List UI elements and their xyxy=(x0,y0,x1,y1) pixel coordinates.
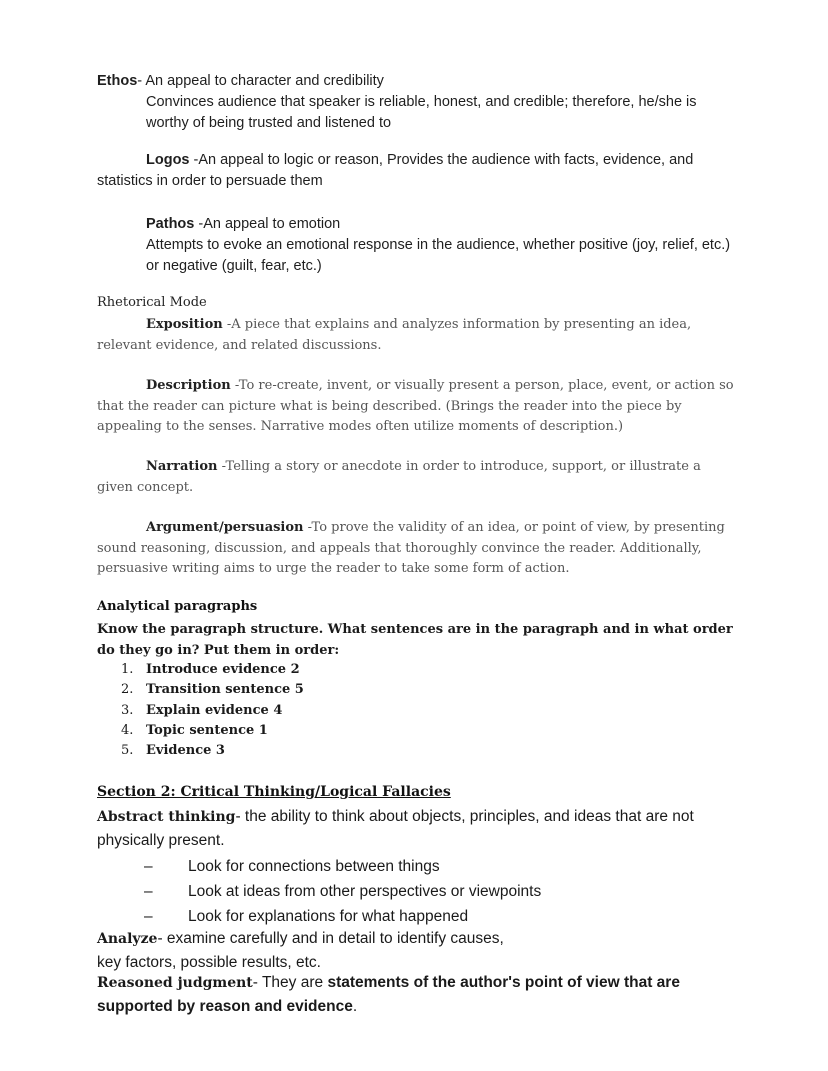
list-item xyxy=(97,904,737,929)
mode-exposition xyxy=(97,315,737,356)
mode-def: -A piece that explains and analyzes information by presenting an idea, relevant evidence, and related discussions. xyxy=(97,317,692,353)
reasoned-def-bold: statements of the author's point of view that are supported by reason and evidence xyxy=(97,974,680,1015)
abstract-def: - the ability to think about objects, principles, and ideas that are not physically present. xyxy=(97,808,694,849)
mode-term: Exposition xyxy=(146,317,223,332)
list-number: 2. xyxy=(121,682,134,698)
logos-def: -An appeal to logic or reason, Provides the audience with facts, evidence, and statistics in order to persuade them xyxy=(97,152,694,189)
reasoned-judgment xyxy=(97,971,697,1018)
list-number: 5. xyxy=(121,743,134,759)
list-item xyxy=(97,660,737,680)
pathos-detail: Attempts to evoke an emotional response in the audience, whether positive (joy, relief, etc.) or negative (guilt, fear, etc.) xyxy=(146,237,731,274)
reasoned-def-end: . xyxy=(352,998,358,1015)
list-number: 4. xyxy=(121,722,134,738)
list-text: Explain evidence 4 xyxy=(146,702,283,718)
list-item xyxy=(97,854,737,879)
mode-def: -To prove the validity of an idea, or point of view, by presenting sound reasoning, discussion, and appeals that thoroughly convince the reader. Additionally, persuasive writing aims to urge the reader to take some form of action. xyxy=(97,520,725,576)
list-number: 3. xyxy=(121,702,134,718)
analyze-line-2: key factors, possible results, etc. xyxy=(97,954,321,971)
mode-term: Narration xyxy=(146,459,218,474)
abstract-term: Abstract thinking xyxy=(97,809,236,825)
mode-argument xyxy=(97,518,737,580)
analyze-line xyxy=(97,927,737,951)
list-item xyxy=(97,721,737,741)
list-text: Look at ideas from other perspectives or viewpoints xyxy=(188,883,542,900)
rhetorical-mode-title: Rhetorical Mode xyxy=(97,295,207,310)
dash-marker: – xyxy=(144,883,153,900)
mode-term: Argument/persuasion xyxy=(146,520,304,535)
list-text: Look for explanations for what happened xyxy=(188,908,469,925)
list-text: Introduce evidence 2 xyxy=(146,662,300,677)
pathos-def: -An appeal to emotion xyxy=(194,216,341,232)
logos-block xyxy=(97,150,737,192)
analyze-term: Analyze xyxy=(97,931,158,947)
section2-heading: Section 2: Critical Thinking/Logical Fallacies xyxy=(97,784,451,800)
pathos-block xyxy=(97,214,737,277)
ethos-def: - An appeal to character and credibility xyxy=(137,73,384,89)
mode-def: -To re-create, invent, or visually present a person, place, event, or action so that the reader can picture what is being described. (Brings the reader into the piece by appealing to the senses. Narrative modes often utilize moments of description.) xyxy=(97,378,734,434)
list-item xyxy=(97,680,737,700)
dash-marker: – xyxy=(144,908,153,925)
dash-marker: – xyxy=(144,858,153,875)
list-text: Transition sentence 5 xyxy=(146,682,304,698)
analyze-block xyxy=(97,927,737,974)
reasoned-def: - They are xyxy=(252,974,328,991)
list-text: Topic sentence 1 xyxy=(146,722,268,738)
list-number: 1. xyxy=(121,662,134,677)
ethos-term: Ethos xyxy=(97,73,138,89)
analytical-question: Know the paragraph structure. What sentences are in the paragraph and in what order do they go in? Put them in order: xyxy=(97,622,733,658)
mode-narration xyxy=(97,457,737,498)
analytical-title: Analytical paragraphs xyxy=(97,599,258,614)
mode-def: -Telling a story or anecdote in order to introduce, support, or illustrate a given concept. xyxy=(97,459,701,495)
ethos-detail: Convinces audience that speaker is reliable, honest, and credible; therefore, he/she is worthy of being trusted and listened to xyxy=(146,94,697,131)
pathos-line xyxy=(97,214,737,235)
reasoned-term: Reasoned judgment xyxy=(97,975,253,991)
analyze-def: - examine carefully and in detail to identify causes, xyxy=(157,930,504,947)
analytical-steps xyxy=(97,660,737,761)
list-item xyxy=(97,741,737,761)
ethos-line xyxy=(97,71,737,92)
abstract-thinking xyxy=(97,805,727,852)
list-item xyxy=(97,879,737,904)
mode-description xyxy=(97,376,737,438)
logos-term: Logos xyxy=(146,152,190,168)
mode-term: Description xyxy=(146,378,231,393)
list-item xyxy=(97,701,737,721)
list-text: Evidence 3 xyxy=(146,743,225,759)
ethos-block xyxy=(97,71,737,134)
thinking-bullets xyxy=(97,854,737,929)
list-text: Look for connections between things xyxy=(188,858,440,875)
pathos-term: Pathos xyxy=(146,216,195,232)
